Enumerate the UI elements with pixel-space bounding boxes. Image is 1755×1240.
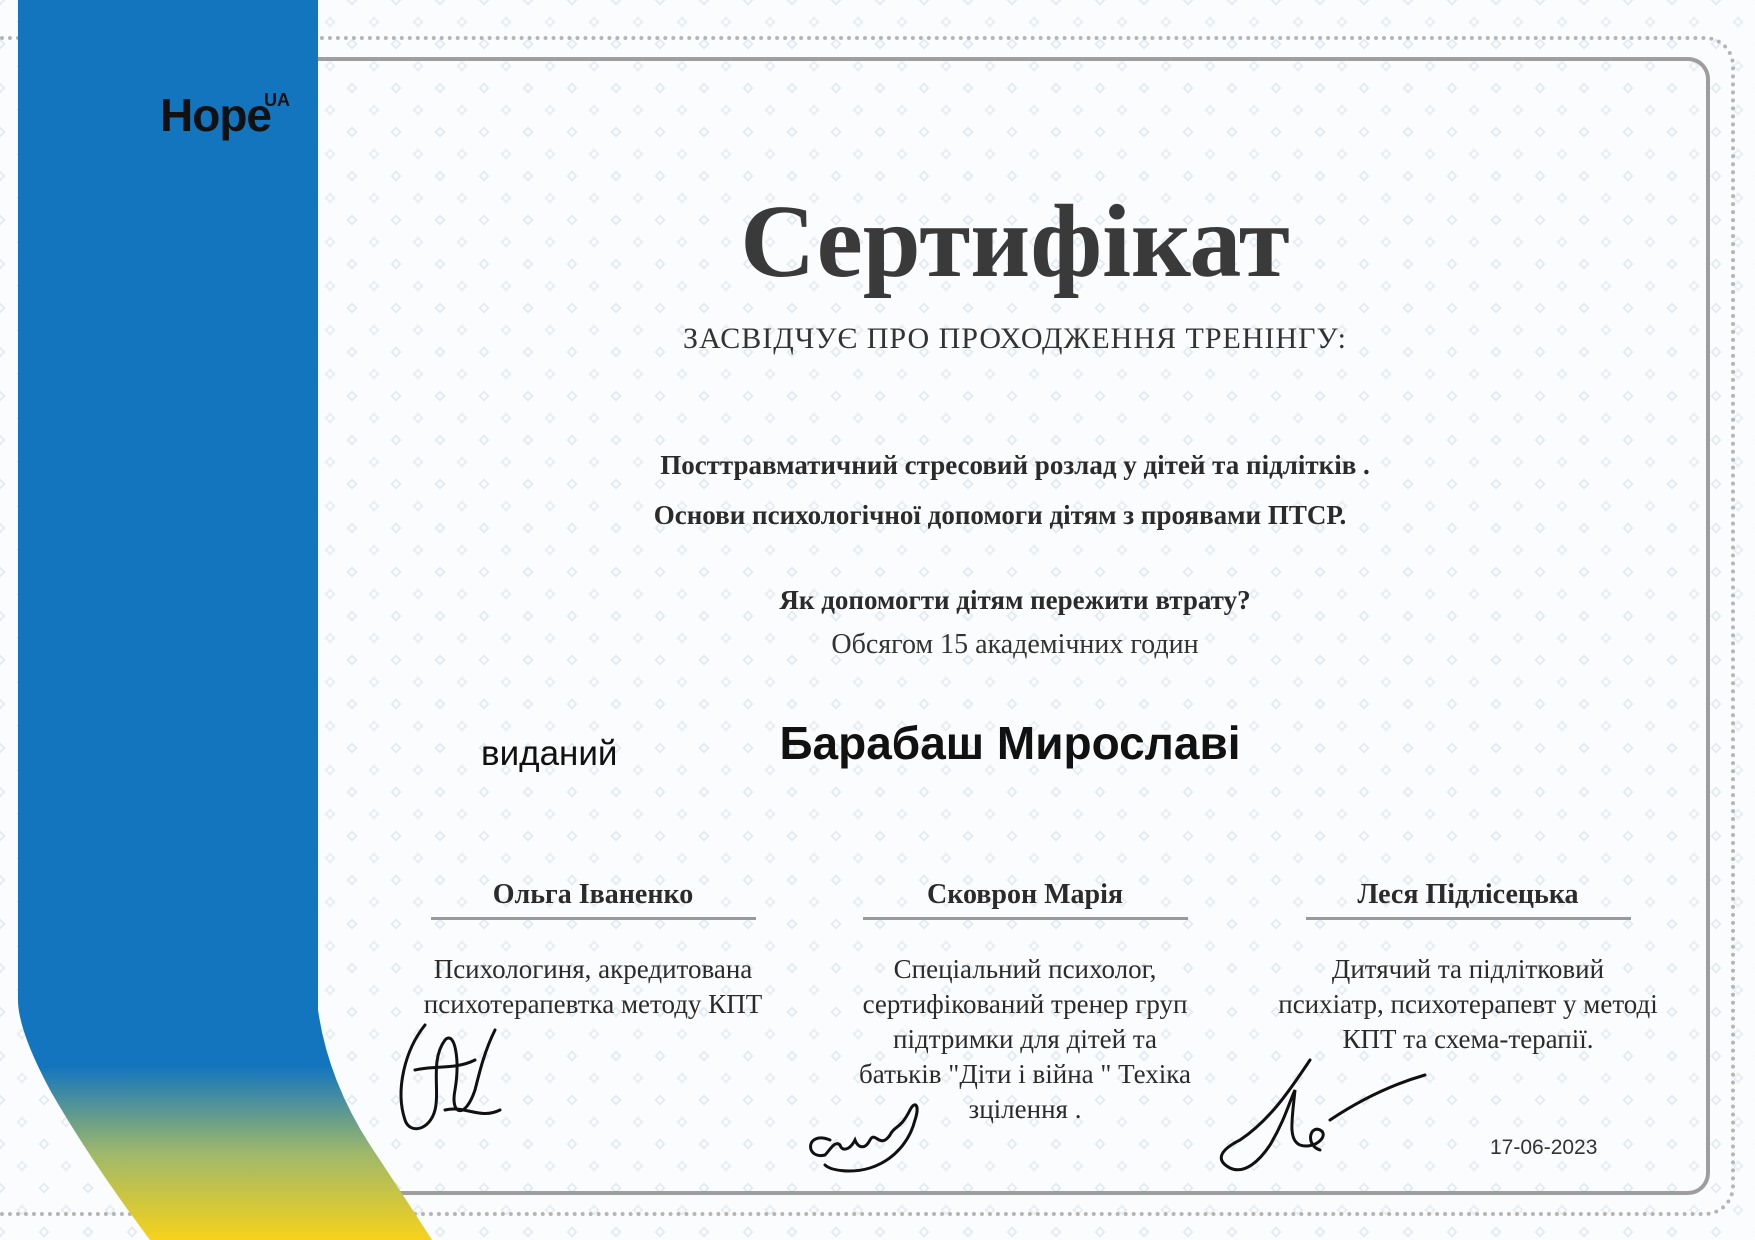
signature-line bbox=[863, 917, 1188, 920]
signer-name: Сковрон Марія bbox=[926, 879, 1124, 910]
course-title-2: Основи психологічної допомоги дітям з проявами ПТСР. bbox=[653, 500, 1347, 530]
signature-2-icon bbox=[800, 1080, 950, 1180]
recipient-name: Барабаш Мирославі bbox=[779, 717, 1241, 769]
signer-1 bbox=[403, 877, 783, 1022]
issue-date: 17-06-2023 bbox=[1490, 1136, 1598, 1159]
signer-role: Дитячий та підлітковий психіатр, психотерапевт у методі КПТ та схема-терапії. bbox=[1278, 954, 1658, 1054]
logo-text: Hope bbox=[160, 89, 271, 141]
signer-3 bbox=[1278, 877, 1658, 1057]
certificate-title: Сертифікат bbox=[740, 184, 1290, 299]
signature-line bbox=[431, 917, 756, 920]
certificate-subtitle: ЗАСВІДЧУЄ ПРО ПРОХОДЖЕННЯ ТРЕНІНГУ: bbox=[683, 322, 1347, 355]
signer-name: Леся Підлісецька bbox=[1357, 879, 1579, 910]
signature-line bbox=[1306, 917, 1631, 920]
signature-3-icon bbox=[1210, 1050, 1430, 1180]
hope-ua-logo bbox=[160, 88, 290, 142]
course-title-1: Посттравматичний стресовий розлад у дітей та підлітків . bbox=[660, 450, 1370, 480]
course-title-3: Як допомогти дітям пережити втрату? bbox=[779, 585, 1251, 615]
signer-role: Психологиня, акредитована психотерапевтка методу КПТ bbox=[423, 954, 763, 1019]
course-hours: Обсягом 15 академічних годин bbox=[831, 629, 1199, 660]
issued-label: виданий bbox=[481, 734, 618, 773]
signature-1-icon bbox=[385, 1010, 515, 1150]
signer-role: Спеціальний психолог, сертифікований тренер груп підтримки для дітей та батьків "Діти і війна " Техіка зцілення . bbox=[859, 954, 1191, 1124]
signer-name: Ольга Іваненко bbox=[492, 879, 694, 910]
logo-superscript: UA bbox=[264, 90, 290, 110]
